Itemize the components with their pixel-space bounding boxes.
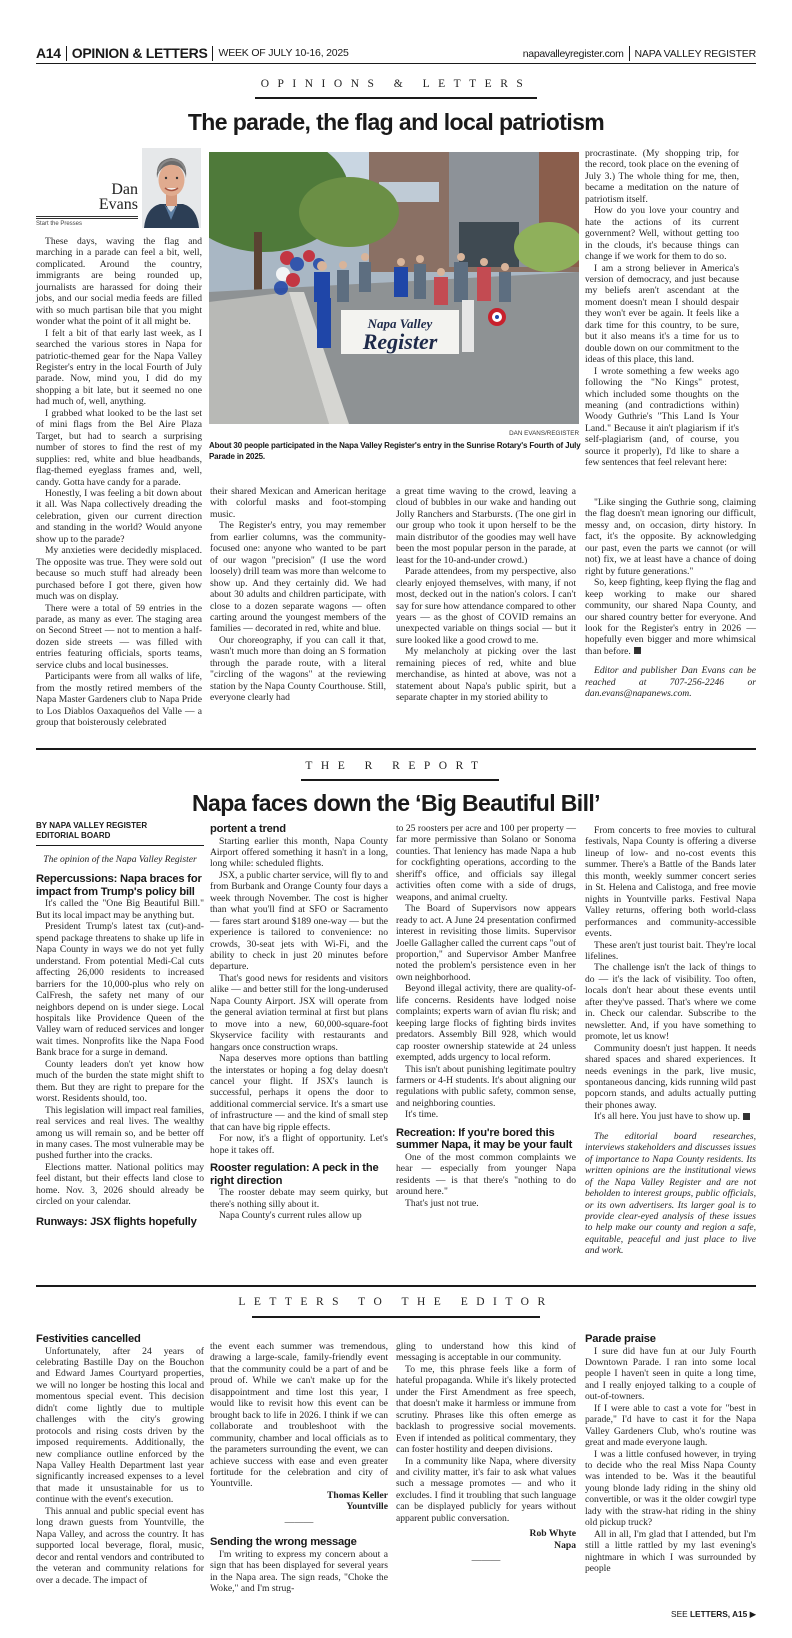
section-divider [36,1285,756,1287]
letter-author: Thomas Keller [326,1489,388,1501]
editorial-col2: portent a trend Starting earlier this month, Napa County Airport offered something it hasn't in a long, long while: scheduled flights. JSX, a public charter service, will fly to and from Burbank and Orange County four days a week through November. The cost is higher than what you'll find at SFO or Sacramento — fares start around $189 one-way — but the experience is tailored to convenience: no crowds, 30-seat jets with Wi-Fi, and the ability to check in just 20 minutes before departure. That's good news for residents and visitors alike — and better still for the long-underused Napa County Airport. JSX will operate from the general aviation terminal at first but plans to move into a new, 60,000-square-foot Skyservice facility with restaurants and hangars once construction wraps. Napa deserves more options than battling the interstates or hoping a fog delay doesn't cancel your flight. If JSX's launch is successful, perhaps it opens the door to additional commercial service. It's a smart use of infrastructure — and the kind of small step that can have big ripple effects. For now, it's a flight of opportunity. Let's hope it takes off. Rooster regulation: A peck in the right direction The rooster debate may seem quirky, but there's nothing silly about it. Napa County's current rules allow up [210,823,388,1222]
editorial-col4: From concerts to free movies to cultural festivals, Napa County is offering a diverse lineup of low- and no-cost events this summer. There's a Battle of the Bands later this month, weekly summer concert series in St. Helena and Calistoga, and free movie nights in Yountville parks. Festival Napa Valley returns, offering both world-class performances and community-accessible events. These aren't just tourist bait. They're local lifelines. The challenge isn't the lack of things to do — it's the lack of visibility. Too often, locals don't hear about these events until after they've passed. That's where we come in. Check our calendar. Subscribe to the newsletter. And, if you have something to promote, let us know! Community doesn't just happen. It needs shared spaces and shared experiences. It needs evenings in the park, live music, spontaneous dancing, kids running wild past popcorn stands, and adults actually putting their phones away. It's all here. You just have to show up. The editorial board researches, interviews stakeholders and discusses issues of importance to Napa County residents. Its written opinions are the institutional views of the Napa Valley Register and are not beholden to interest groups, public officials, or its own advertisers. Its larger goal is to provide clear-eyed analysis of these issues to help make our county and region a safe, equitable, peaceful and just place to live and work. [585,825,756,1257]
issue-date: WEEK OF JULY 10-16, 2025 [218,47,349,59]
column-body-col4: procrastinate. (My shopping trip, for the record, took place on the evening of July 3.) The whole thing for me, then, became a meditation on the nature of patriotism itself. How do you love your country and hate the actions of its current government? Well, without getting too in the clouds, it's because things can change if we work for them to do so. I am a strong believer in America's version of democracy, and just because my beliefs aren't ascendant at the moment doesn't mean I should despair they won't ever be again. It feels like a dark time for this country, to be sure, but it also means it's a time for us to double down on our commitment to the ideas of this place, this land. I wrote something a few weeks ago following the "No Kings" protest, which included some thoughts on the meaning (and contradictions within) Woody Guthrie's "This Land Is Your Land." Because it ain't plagiarism if it's self-plagiarism (and, of course, you source it properly), I'd like to share a few sentences that feel relevant here: [585,148,739,469]
editorial-col1: The opinion of the Napa Valley Register Repercussions: Napa braces for impact from Trump's policy bill It's called the "One Big Beautiful Bill." But its local impact may be anything but. President Trump's latest tax (cut)-and-spend package threatens to shake up life in Napa County in ways we do not yet fully understand. From potential Medi-Cal cuts affecting 26,000 residents to increased barriers for the 10,000-plus who rely on CalFresh, the safety net many of our neighbors depend on is under siege. Local hospitals like Providence Queen of the Valley warn of reduced services and longer wait times. Nonprofits like the Napa Food Bank brace for a surge in demand. County leaders don't yet know how much of the burden the state might shift to them. But they are right to prepare for the worst. Residents should, too. This legislation will impact real families, real services and real lives. The wealthy among us will remain so, and be better off in many cases. The most vulnerable may be pushed further into the cracks. Elections matter. National politics may feel distant, but their effects land close to home. Nov. 3, 2026 should already be circled on your calendar. Runways: JSX flights hopefully [36,854,204,1228]
columnist-block [36,148,201,228]
paper-name: NAPA VALLEY REGISTER [634,47,756,60]
subhead-runways: Runways: JSX flights hopefully [36,1215,197,1228]
letters-col2: the event each summer was tremendous, drawing a large-scale, family-friendly event that the community could be a part of and be proud of. While we can't make up for the disappointment and time lost this year, I would like to revisit how this event can be brought back to life in 2026. I think if we can collaborate and troubleshoot with the community, chamber and local officials as to the parameters surrounding the event, we can achieve success with ease and even greater fortitude for the celebration and city of Yountville. Thomas Keller Yountville ——— Sending the wrong message I'm writing to express my concern about a sign that has been displayed for several years in the Napa area. The sign reads, "Choke the Woke," and I'm strug- [210,1341,388,1595]
article-headline: The parade, the flag and local patriotism [187,109,605,135]
letters-col1: Festivities cancelled Unfortunately, after 24 years of celebrating Bastille Day on the Bouchon and Edward James Courtyard properties, we will no longer be hosting this local and momentous special event. This decision didn't come lightly due to multiple challenges with the city's growing protocols and rising costs driven by the imposed requirements. Additionally, the new compliance outline enforced by the Napa Valley Health Department last year significantly increased expenses to a level that made it unsustainable for us to continue with the event's execution. This annual and public special event has long drawn guests from Yountville, the Napa Valley, and across the country. It has supported local beverage, floral, music, decor and rental vendors and contributed to the veteran and community relations for over a decade. The impact of [36,1333,204,1586]
rooster-para-split: Napa County's current rules allow up [219,1210,362,1222]
website-link[interactable]: napavalleyregister.com [522,47,624,60]
letter-city: Napa [554,1539,576,1551]
kicker-rule [252,1316,540,1318]
kicker-rule [301,779,499,781]
opinion-label: The opinion of the Napa Valley Register [43,854,197,865]
section-divider [36,748,756,750]
photo-image [209,152,579,424]
editorial-col3: to 25 roosters per acre and 100 per property — far more permissive than Solano or Sonoma counties. That leniency has made Napa a hub for cockfighting operations, according to the sheriff's office, and officials say illegal activities often come with a side of drugs, weapons, and animal cruelty. The Board of Supervisors now appears ready to act. A June 24 presentation confirmed interest in revisiting those limits. Supervisor Joelle Gallagher called the current caps "out of proportion," and Supervisor Amber Manfree noted the problem's persistence even in her own neighborhood. Beyond illegal activity, there are quality-of-life concerns. Residents have lodged noise complaints; experts warn of avian flu risk; and keeping large flocks of fighting birds invites predators. Assembly Bill 928, which would cap rooster ownership statewide at 24 unless exempted, adds urgency to local reform. This isn't about punishing legitimate poultry farmers or 4-H students. It's about aligning our regulations with public safety, common sense, and neighboring counties. It's time. Recreation: If you're bored this summer Napa, it may be your fault One of the most common complaints we hear — especially from younger Napa residents — is that there's "nothing to do around here." That's just not true. [396,823,576,1209]
divider [212,46,213,61]
photo-caption: About 30 people participated in the Napa Valley Register's entry in the Sunrise Rotary's Fourth of July Parade in 2025. [209,441,581,461]
svg-text:Register: Register [362,329,438,354]
letter-title: Sending the wrong message [210,1536,357,1549]
page-number: A14 [36,45,61,61]
subhead-rooster: Rooster regulation: A peck in the right direction [210,1162,379,1187]
section-kicker: OPINIONS & LETTERS [260,78,532,90]
column-name: Start the Presses [36,221,83,227]
section-name: OPINION & LETTERS [71,45,208,61]
editorial-byline: BY NAPA VALLEY REGISTER EDITORIAL BOARD [36,821,204,846]
letter-author: Rob Whyte [529,1528,576,1540]
author-headshot [142,148,201,228]
parade-photo [209,152,579,424]
letter-city: Yountville [346,1501,388,1513]
column-body-col1: These days, waving the flag and marching in a parade can feel a bit, well, complicated. Around the country, immigrants are being rounded up, journalists are harassed for doing their jobs, and our social media feeds are filled with so much partisan bile that you might wonder what the point of it all might be. I felt a bit of that early last week, as I searched the various stores in Napa for patriotic-themed gear for the Napa Valley Register's entry in the local Fourth of July parade. Now, mind you, I did do my shopping a bit late, but it seemed no one had much of, well, anything. I grabbed what looked to be the last set of mini flags from the Bel Aire Plaza Target, but had to search a surprising number of stores to find the rest of my supplies: red, white and blue headbands, flag-themed eyeglass frames and, well, candy. Gotta have candy for a parade. Honestly, I was feeling a bit down about it all. Was Napa collectively dreading the celebration, given our current direction and standing in the world? Would anyone show up to the parade? My anxieties were decidedly misplaced. The opposite was true. They were sold out because so much stuff had already been purchased before I got there, given how much was on display. There were a total of 59 entries in the parade, as many as ever. The staging area on Second Street — not to mention a half-dozen side streets — was filled with entries featuring officials, sports teams, service clubs and local businesses. Participants were from all walks of life, from the mostly retired members of the Napa Master Gardeners club to Napa Pride to Los Diablos Oaxaqueños del Valle — a group that boisterously celebrated [36,236,202,729]
kicker-rule [255,97,537,99]
play-arrow-icon: ▶ [749,1609,756,1619]
letter-divider: ——— [284,1516,314,1528]
editorial-board-tagline: The editorial board researches, interviews stakeholders and discusses issues of importance to Napa County residents. Its written opinions are the institutional views of the Napa Valley Register and are not beholden to interest groups, public officials, or its own advertisers. Its larger goal is to provide clear-eyed analysis of these issues to help make our county and region a safe, equitable, peaceful and just place to live and work. [585,1130,756,1257]
end-mark-icon [743,1113,750,1120]
photo-credit: DAN EVANS/REGISTER [509,430,579,437]
svg-text:Napa Valley: Napa Valley [367,316,433,331]
letter-title: Festivities cancelled [36,1333,141,1345]
page-masthead [36,44,756,64]
end-mark-icon [634,647,641,654]
section-kicker: LETTERS TO THE EDITOR [238,1296,554,1308]
divider [66,46,67,61]
subhead-repercussions: Repercussions: Napa braces for impact from Trump's policy bill [36,873,202,898]
letters-col3: gling to understand how this kind of messaging is acceptable in our community. To me, this phrase feels like a form of hateful propaganda. While it's likely protected under the First Amendment as free speech, that doesn't make it harmless or immune from scrutiny. Phrases like this often emerge as backlash to progressive social movements. Even if intended as political commentary, they can foster hostility and deepen divisions. In a community like Napa, where diversity and civility matter, it's fair to ask what values such a message promotes — and who it excludes. I find it troubling that such language can be displayed publicly for years without apparent public conversation. Rob Whyte Napa ——— [396,1341,576,1567]
column-body-col4-bottom: "Like singing the Guthrie song, claiming the flag doesn't mean ignoring our difficult, messy and, on occasion, dirty history. In fact, it's the opposite. By acknowledging our past, even the parts we cannot (or will not) fix, we at least have a chance of doing right by future generations." So, keep fighting, keep flying the flag and keep working to make our shared community, our shared Napa County, and our shared country better for everyone. And look for the Register's entry in 2026 — hopefully even bigger and more whimsical than before. Editor and publisher Dan Evans can be reached at 707-256-2246 or dan.evans@napanews.com. [585,497,756,700]
letter-title: Parade praise [585,1333,656,1345]
letter-divider: ——— [471,1555,501,1567]
continued-link[interactable]: SEE LETTERS, A15 ▶ [671,1609,756,1619]
columnist-name: Dan Evans [98,181,138,213]
author-tagline: Editor and publisher Dan Evans can be reached at 707-256-2246 or dan.evans@napanews.com. [585,665,756,700]
divider [629,46,630,61]
subhead-runways-cont: portent a trend [210,823,286,835]
column-body-col2: their shared Mexican and American heritage with colorful masks and foot-stomping music. The Register's entry, you may remember from earlier columns, was the community-focused one: anyone who wanted to be part of our wagon "precision" (I use the word loosely) drill team was more than welcome to show up. And they certainly did. We had about 30 adults and children participate, with close to a dozen separate wagons — often carting around the youngest members of the families — decorated in red, white and blue. Our choreography, if you can call it that, wasn't much more than doing an S formation through the parade route, with a literal "circling of the wagons" at the reviewing station by the Napa County Courthouse. Still, everyone clearly had [210,486,386,704]
column-body-col3: a great time waving to the crowd, leaving a cloud of bubbles in our wake and handing out Jolly Ranchers and Starbursts. (The one girl in our group who took it upon herself to be the main distributor of the goodies may well have been the most popular person in the parade, at least for the 10-and-under crowd.) Parade attendees, from my perspective, also clearly enjoyed themselves, with many, if not most, decked out in the nation's colors. I can't say for sure how attendance compared to other years — as the ghost of COVID remains an unexpected variable on things social — but it sure looked like a good crowd to me. My melancholy at picking over the last remaining pieces of red, white and blue merchandise, as hinted at above, was not a statement about Napa's public spirit, but a separate chapter in my storied ability to [396,486,576,704]
editorial-headline: Napa faces down the ‘Big Beautiful Bill’ [192,790,600,816]
headshot-image [142,148,201,228]
subhead-recreation: Recreation: If you're bored this summer Napa, it may be your fault [396,1126,573,1152]
letters-col4: Parade praise I sure did have fun at our July Fourth Downtown Parade. I ran into some local people I haven't seen in quite a long time, and I really enjoyed talking to a couple of out-of-towners. If I were able to cast a vote for "best in parade," I'd have to cast it for the Napa Valley Gardeners Club, who's routine was great and made everyone laugh. I was a little confused however, in trying to decide who the real Miss Napa County was intended to be. Was it the beautiful young blonde lady riding in the shiny old convertible, or was it the older cowgirl type lady with the straw-hat riding in the shiny old pickup truck? All in all, I'm glad that I attended, but I'm still a little rattled by my last evening's nightmare in which I was surrounded by people [585,1333,756,1575]
section-kicker: THE R REPORT [305,760,487,772]
rooster-para-cont: to 25 roosters per acre and 100 per property — far more permissive than Solano or Sonoma counties. That leniency has made Napa a hub for cockfighting operations, according to the sheriff's office, and officials say illegal activities often come with a side of drugs, weapons, and animal cruelty. [396,823,576,903]
